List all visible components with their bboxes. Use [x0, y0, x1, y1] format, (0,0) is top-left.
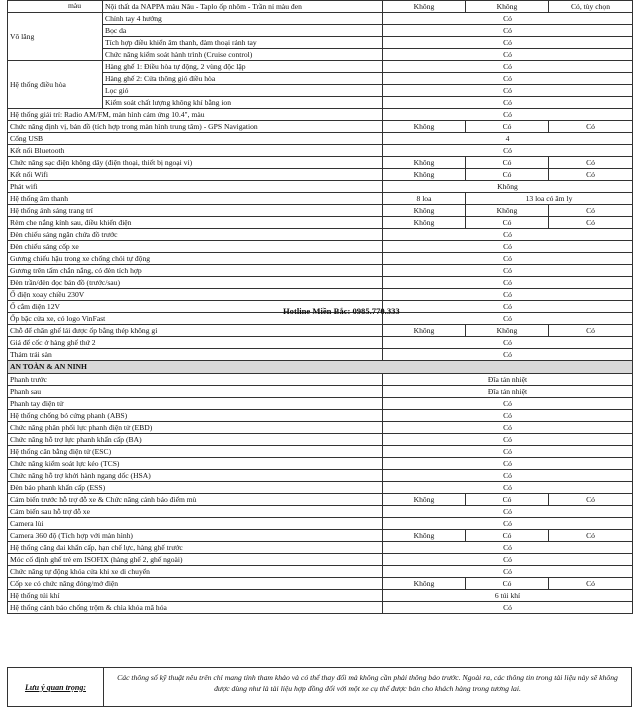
row-feature: Giá để cốc ở hàng ghế thứ 2	[8, 337, 383, 349]
table-row	[8, 181, 633, 193]
table-row	[8, 518, 633, 530]
value-cell: 4	[383, 133, 633, 145]
row-feature: Chỉnh tay 4 hướng	[103, 13, 383, 25]
value-cell: Có	[383, 602, 633, 614]
table-row	[8, 554, 633, 566]
value-cell: Có	[383, 410, 633, 422]
row-feature: Phanh trước	[8, 374, 383, 386]
value-cell: Không	[383, 157, 466, 169]
value-cell: Có	[383, 25, 633, 37]
row-feature: Cảm biến sau hỗ trợ đỗ xe	[8, 506, 383, 518]
table-row	[8, 542, 633, 554]
table-row	[8, 530, 633, 542]
row-feature: Ổ cắm điện 12V	[8, 301, 383, 313]
table-row	[8, 374, 633, 386]
value-cell: Có	[383, 241, 633, 253]
row-feature: Nội thất da NAPPA màu Nâu - Taplo ốp nhôm - Trần nỉ màu đen	[103, 1, 383, 13]
value-cell: Có	[383, 49, 633, 61]
row-feature: Gương chiếu hậu trong xe chống chói tự động	[8, 253, 383, 265]
row-feature: Đèn chiếu sáng cốp xe	[8, 241, 383, 253]
value-cell: Có	[383, 482, 633, 494]
table-row	[8, 193, 633, 205]
value-cell: Có	[383, 265, 633, 277]
value-cell: Có	[549, 121, 633, 133]
value-cell: Có	[466, 169, 549, 181]
value-cell: Không	[383, 1, 466, 13]
table-row	[8, 590, 633, 602]
value-cell: Có, tùy chọn	[549, 1, 633, 13]
row-feature: Phanh sau	[8, 386, 383, 398]
row-feature: Kết nối Bluetooth	[8, 145, 383, 157]
value-cell: Không	[383, 217, 466, 229]
value-cell: Không	[383, 494, 466, 506]
value-cell: Có	[383, 349, 633, 361]
value-cell: Không	[466, 1, 549, 13]
row-feature: Hệ thống cân bằng điện tử (ESC)	[8, 446, 383, 458]
row-feature: Hệ thống giải trí: Radio AM/FM, màn hình cảm ứng 10.4", màu	[8, 109, 383, 121]
value-cell: Không	[383, 205, 466, 217]
row-feature: Chức năng kiểm soát hành trình (Cruise control)	[103, 49, 383, 61]
row-feature: Đèn báo phanh khẩn cấp (ESS)	[8, 482, 383, 494]
value-cell: Không	[383, 578, 466, 590]
row-feature: Camera lùi	[8, 518, 383, 530]
row-feature: Cổng USB	[8, 133, 383, 145]
row-feature: Lọc gió	[103, 85, 383, 97]
value-cell: Có	[383, 398, 633, 410]
value-cell: Có	[383, 289, 633, 301]
table-row	[8, 422, 633, 434]
value-cell: Không	[383, 530, 466, 542]
value-cell: Có	[549, 494, 633, 506]
value-cell: Không	[383, 169, 466, 181]
value-cell: Có	[383, 97, 633, 109]
row-feature: Hệ thống âm thanh	[8, 193, 383, 205]
value-cell: Có	[383, 61, 633, 73]
value-cell: Không	[383, 121, 466, 133]
value-cell: Có	[549, 205, 633, 217]
value-cell: Có	[549, 325, 633, 337]
value-cell: Có	[466, 217, 549, 229]
section-header	[8, 361, 633, 374]
row-feature: Hệ thống chống bó cứng phanh (ABS)	[8, 410, 383, 422]
value-cell: Có	[383, 518, 633, 530]
row-feature: Chức năng kiểm soát lực kéo (TCS)	[8, 458, 383, 470]
row-feature: Đèn chiếu sáng ngăn chứa đồ trước	[8, 229, 383, 241]
value-cell: Có	[383, 434, 633, 446]
table-row	[8, 506, 633, 518]
value-cell: Có	[466, 157, 549, 169]
value-cell: Có	[549, 157, 633, 169]
value-cell: Có	[383, 458, 633, 470]
table-row	[8, 337, 633, 349]
row-feature: Bọc da	[103, 25, 383, 37]
value-cell: Không	[383, 181, 633, 193]
value-cell: 13 loa có âm ly	[466, 193, 633, 205]
row-feature: Ổ điện xoay chiều 230V	[8, 289, 383, 301]
value-cell: Không	[383, 325, 466, 337]
value-cell: Có	[383, 229, 633, 241]
table-row	[8, 277, 633, 289]
table-row	[8, 482, 633, 494]
table-row	[8, 386, 633, 398]
row-feature: Chức năng sạc điện không dây (điện thoại, thiết bị ngoại vi)	[8, 157, 383, 169]
row-feature: Chức năng hỗ trợ lực phanh khẩn cấp (BA)	[8, 434, 383, 446]
table-row	[8, 145, 633, 157]
table-row	[8, 566, 633, 578]
group-label-climate: Hệ thống điều hòa	[8, 61, 103, 109]
table-row	[8, 446, 633, 458]
row-feature: Chức năng định vị, bản đồ (tích hợp trong màn hình trung tâm) - GPS Navigation	[8, 121, 383, 133]
table-row	[8, 169, 633, 181]
table-row	[8, 157, 633, 169]
value-cell: Có	[383, 253, 633, 265]
value-cell: Có	[383, 37, 633, 49]
table-row	[8, 253, 633, 265]
value-cell: Có	[383, 301, 633, 313]
table-row	[8, 470, 633, 482]
row-feature: Cảm biến trước hỗ trợ đỗ xe & Chức năng cảnh báo điểm mù	[8, 494, 383, 506]
row-feature: Hàng ghế 2: Cửa thông gió điều hòa	[103, 73, 383, 85]
row-feature: Móc cố định ghế trẻ em ISOFIX (hàng ghế 2, ghế ngoài)	[8, 554, 383, 566]
table-row	[8, 61, 633, 73]
value-cell: Có	[383, 145, 633, 157]
table-row	[8, 410, 633, 422]
value-cell: Có	[383, 506, 633, 518]
value-cell: Có	[383, 446, 633, 458]
row-feature: Rèm che nắng kính sau, điều khiển điện	[8, 217, 383, 229]
row-feature: Kết nối Wifi	[8, 169, 383, 181]
row-label: màu	[8, 1, 103, 13]
table-row	[8, 289, 633, 301]
row-feature: Kiểm soát chất lượng không khí bằng ion	[103, 97, 383, 109]
value-cell: Có	[383, 470, 633, 482]
row-feature: Ốp bậc cửa xe, có logo VinFast	[8, 313, 383, 325]
row-feature: Chức năng hỗ trợ khởi hành ngang dốc (HSA)	[8, 470, 383, 482]
group-label-steering: Vô lăng	[8, 13, 103, 61]
row-feature: Hàng ghế 1: Điều hòa tự động, 2 vùng độc lập	[103, 61, 383, 73]
table-row	[8, 1, 633, 13]
value-cell: Có	[383, 566, 633, 578]
row-feature: Thảm trải sàn	[8, 349, 383, 361]
row-feature: Đèn trần/đèn đọc bản đồ (trước/sau)	[8, 277, 383, 289]
table-row	[8, 349, 633, 361]
section-title: AN TOÀN & AN NINH	[8, 361, 633, 374]
table-row	[8, 13, 633, 25]
row-feature: Hệ thống căng đai khẩn cấp, hạn chế lực, hàng ghế trước	[8, 542, 383, 554]
table-row	[8, 265, 633, 277]
value-cell: Có	[383, 542, 633, 554]
hotline-text: Hotline Miền Bắc: 0985.770.333	[283, 306, 400, 316]
row-feature: Hệ thống ánh sáng trang trí	[8, 205, 383, 217]
value-cell: Có	[383, 109, 633, 121]
table-row	[8, 434, 633, 446]
table-row	[8, 578, 633, 590]
row-feature: Chức năng phân phối lực phanh điện tử (EBD)	[8, 422, 383, 434]
table-row	[8, 398, 633, 410]
value-cell: Không	[466, 205, 549, 217]
value-cell: Có	[466, 578, 549, 590]
row-feature: Phát wifi	[8, 181, 383, 193]
table-row	[8, 109, 633, 121]
value-cell: Có	[549, 578, 633, 590]
important-note	[7, 667, 632, 707]
value-cell: Có	[383, 277, 633, 289]
value-cell: Có	[383, 73, 633, 85]
table-row	[8, 458, 633, 470]
value-cell: Có	[549, 217, 633, 229]
value-cell: Có	[383, 313, 633, 325]
row-feature: Cốp xe có chức năng đóng/mở điện	[8, 578, 383, 590]
table-row	[8, 121, 633, 133]
value-cell: Có	[383, 337, 633, 349]
value-cell: Có	[383, 422, 633, 434]
value-cell: Có	[466, 494, 549, 506]
value-cell: Không	[466, 325, 549, 337]
row-feature: Hệ thống cảnh báo chống trộm & chìa khóa mã hóa	[8, 602, 383, 614]
row-feature: Hệ thống túi khí	[8, 590, 383, 602]
row-feature: Gương trên tấm chắn nắng, có đèn tích hợp	[8, 265, 383, 277]
table-row	[8, 133, 633, 145]
table-row	[8, 494, 633, 506]
value-cell: 8 loa	[383, 193, 466, 205]
note-text: Các thông số kỹ thuật nêu trên chỉ mang tính tham khảo và có thể thay đổi mà không cần phải thông báo trước. Ngoài ra, các thông tin trong tài liệu này sẽ không được dùng như là tài liệu hợp đồng đối với một xe cụ thể được bán cho khách hàng trong tương lai.	[117, 673, 618, 693]
value-cell: Có	[549, 530, 633, 542]
value-cell: Có	[383, 554, 633, 566]
value-cell: Có	[466, 530, 549, 542]
value-cell: Có	[383, 13, 633, 25]
row-feature: Tích hợp điều khiển âm thanh, đàm thoại rảnh tay	[103, 37, 383, 49]
table-row	[8, 217, 633, 229]
row-feature: Phanh tay điện tử	[8, 398, 383, 410]
table-row	[8, 205, 633, 217]
row-feature: Chỗ để chân ghế lái được ốp bằng thép không gỉ	[8, 325, 383, 337]
table-row	[8, 229, 633, 241]
row-feature: Chức năng tự động khóa cửa khi xe di chuyển	[8, 566, 383, 578]
table-row	[8, 325, 633, 337]
value-cell: 6 túi khí	[383, 590, 633, 602]
value-cell: Có	[383, 85, 633, 97]
value-cell: Có	[549, 169, 633, 181]
table-row	[8, 241, 633, 253]
value-cell: Đĩa tản nhiệt	[383, 374, 633, 386]
value-cell: Đĩa tản nhiệt	[383, 386, 633, 398]
value-cell: Có	[466, 121, 549, 133]
table-row	[8, 602, 633, 614]
row-feature: Camera 360 độ (Tích hợp với màn hình)	[8, 530, 383, 542]
note-label: Lưu ý quan trọng:	[8, 668, 104, 706]
